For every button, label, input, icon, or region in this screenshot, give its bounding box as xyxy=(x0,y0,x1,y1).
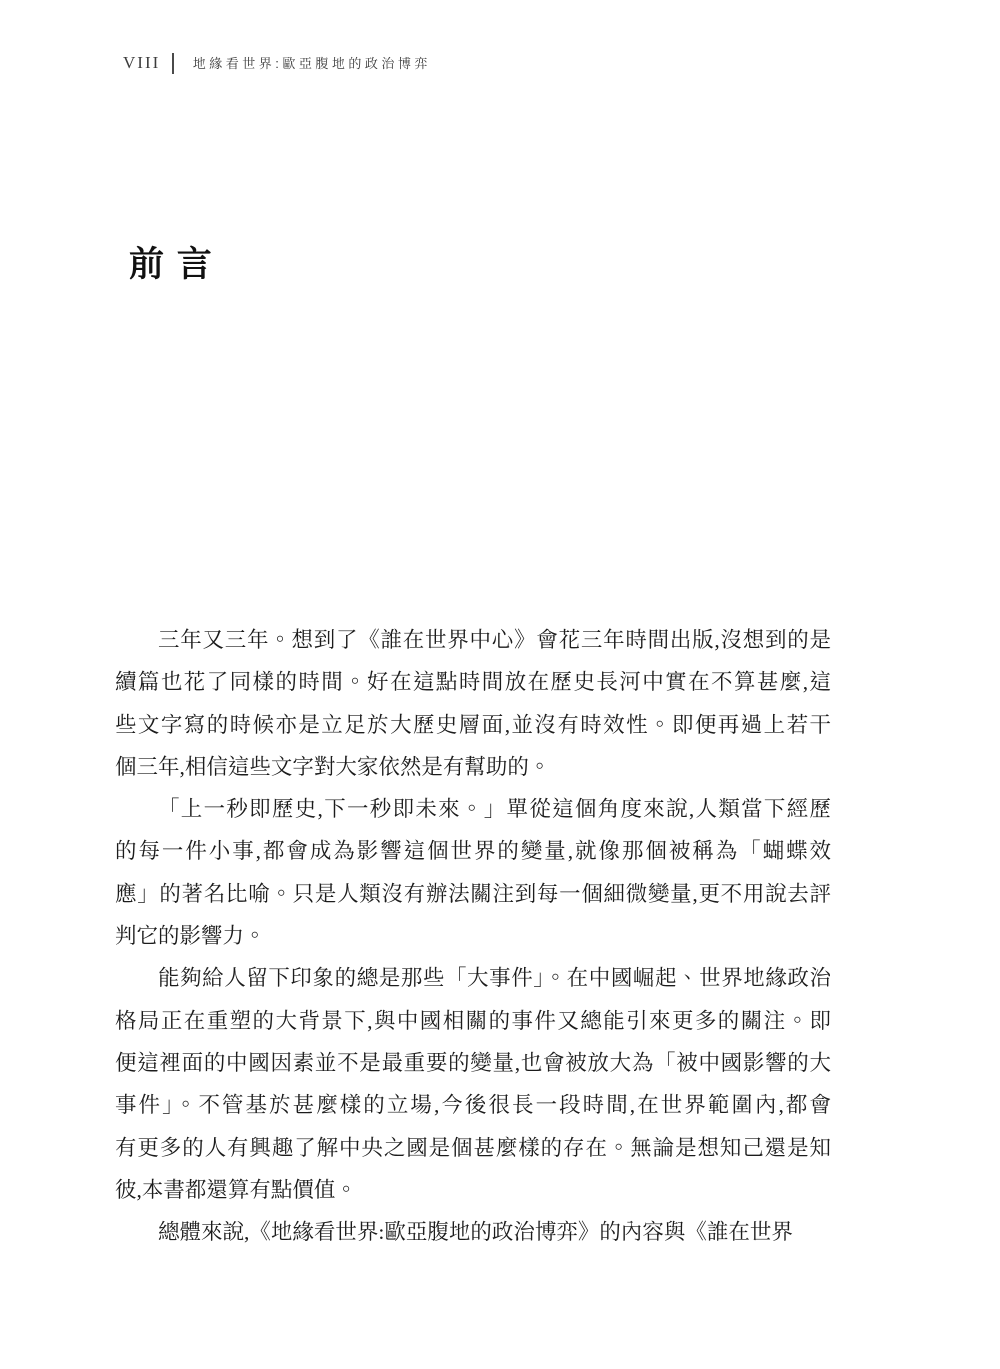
text-line: 些文字寫的時候亦是立足於大歷史層面,並沒有時效性。即便再過上若干 xyxy=(115,712,831,737)
text-line: 個三年,相信這些文字對大家依然是有幫助的。 xyxy=(115,754,551,779)
header-divider xyxy=(172,53,174,74)
text-line: 「上一秒即歷史,下一秒即未來。」單從這個角度來說,人類當下經歷 xyxy=(158,797,831,822)
paragraph xyxy=(115,619,831,788)
page-header xyxy=(123,50,431,76)
running-title: 地緣看世界:歐亞腹地的政治博弈 xyxy=(192,55,431,71)
paragraph xyxy=(115,788,831,957)
text-line: 格局正在重塑的大背景下,與中國相關的事件又總能引來更多的關注。即 xyxy=(115,1008,831,1033)
paragraph xyxy=(115,957,831,1211)
text-line: 彼,本書都還算有點價值。 xyxy=(115,1177,357,1202)
text-line: 判它的影響力。 xyxy=(115,924,266,949)
paragraph xyxy=(115,1211,831,1253)
text-line: 事件」。不管基於甚麼樣的立場,今後很長一段時間,在世界範圍內,都會 xyxy=(115,1093,831,1118)
text-line: 有更多的人有興趣了解中央之國是個甚麼樣的存在。無論是想知己還是知 xyxy=(115,1135,831,1160)
body-text xyxy=(115,619,831,1253)
text-line: 的每一件小事,都會成為影響這個世界的變量,就像那個被稱為「蝴蝶效 xyxy=(115,839,831,864)
text-line: 三年又三年。想到了《誰在世界中心》會花三年時間出版,沒想到的是 xyxy=(158,628,831,652)
text-line: 能夠給人留下印象的總是那些「大事件」。在中國崛起、世界地緣政治 xyxy=(158,966,831,991)
chapter-title: 前 言 xyxy=(129,245,214,284)
page-number: VIII xyxy=(123,52,161,72)
text-line: 便這裡面的中國因素並不是最重要的變量,也會被放大為「被中國影響的大 xyxy=(115,1050,831,1075)
text-line: 應」的著名比喻。只是人類沒有辦法關注到每一個細微變量,更不用說去評 xyxy=(115,881,831,906)
text-line: 總體來說,《地緣看世界:歐亞腹地的政治博弈》的內容與《誰在世界 xyxy=(158,1220,793,1245)
text-line: 續篇也花了同樣的時間。好在這點時間放在歷史長河中實在不算甚麼,這 xyxy=(115,670,831,695)
